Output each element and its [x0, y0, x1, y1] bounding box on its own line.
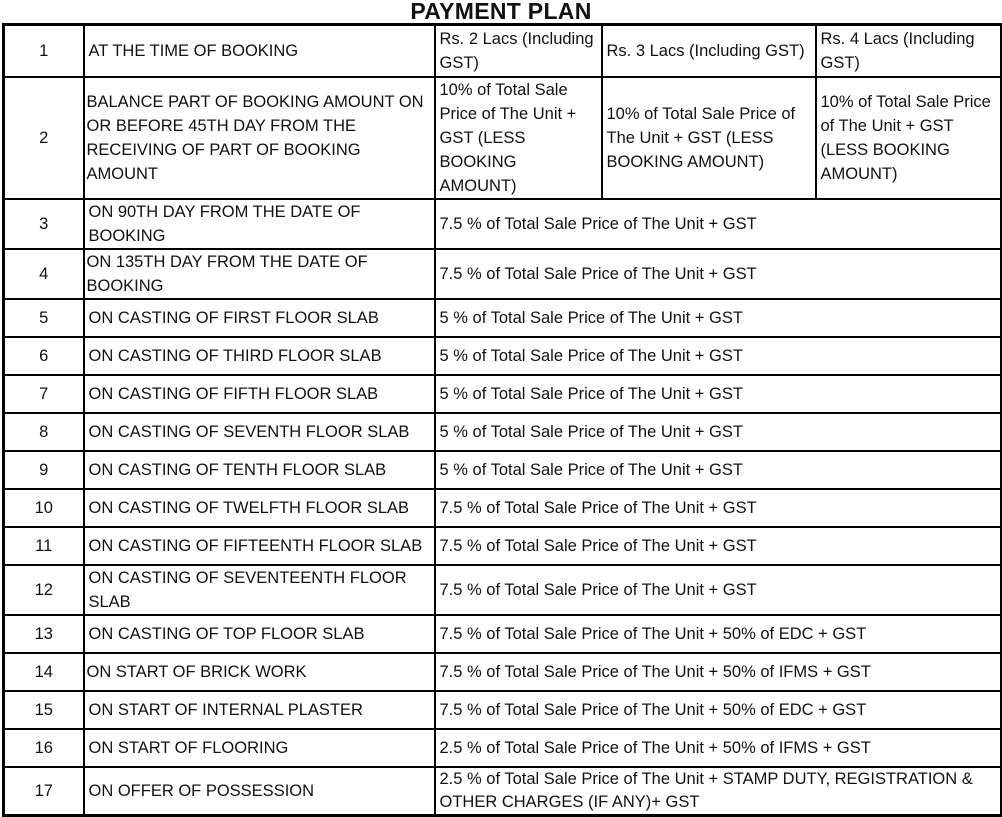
payment-event: ON CASTING OF FIRST FLOOR SLAB: [84, 299, 435, 337]
row-number: 4: [4, 249, 84, 299]
table-row: [4, 77, 1002, 199]
table-row: [4, 299, 1002, 337]
payment-amount: 5 % of Total Sale Price of The Unit + GST: [435, 299, 1002, 337]
payment-event: ON CASTING OF FIFTEENTH FLOOR SLAB: [84, 527, 435, 565]
table-row: [4, 199, 1002, 249]
payment-event: ON START OF INTERNAL PLASTER: [84, 691, 435, 729]
page-title: PAYMENT PLAN: [410, 0, 592, 24]
payment-amount: 2.5 % of Total Sale Price of The Unit + STAMP DUTY, REGISTRATION & OTHER CHARGES (IF ANY)+ GST: [435, 767, 1002, 816]
payment-event: ON CASTING OF FIFTH FLOOR SLAB: [84, 375, 435, 413]
table-row: [4, 653, 1002, 691]
row-number: 10: [4, 489, 84, 527]
payment-amount: 7.5 % of Total Sale Price of The Unit + 50% of IFMS + GST: [435, 653, 1002, 691]
table-row: [4, 565, 1002, 615]
payment-amount: 5 % of Total Sale Price of The Unit + GST: [435, 451, 1002, 489]
payment-amount: 7.5 % of Total Sale Price of The Unit + GST: [435, 489, 1002, 527]
payment-amount: 7.5 % of Total Sale Price of The Unit + 50% of EDC + GST: [435, 691, 1002, 729]
row-number: 7: [4, 375, 84, 413]
table-row: [4, 729, 1002, 767]
row-number: 3: [4, 199, 84, 249]
row-number: 15: [4, 691, 84, 729]
payment-event: ON START OF BRICK WORK: [84, 653, 435, 691]
payment-event: ON CASTING OF TOP FLOOR SLAB: [84, 615, 435, 653]
row-number: 11: [4, 527, 84, 565]
table-row: [4, 451, 1002, 489]
payment-event: ON 135TH DAY FROM THE DATE OF BOOKING: [84, 249, 435, 299]
row-number: 14: [4, 653, 84, 691]
table-row: [4, 25, 1002, 77]
row-number: 13: [4, 615, 84, 653]
row-number: 12: [4, 565, 84, 615]
payment-event: ON START OF FLOORING: [84, 729, 435, 767]
payment-event: ON CASTING OF TWELFTH FLOOR SLAB: [84, 489, 435, 527]
row-number: 9: [4, 451, 84, 489]
row-number: 8: [4, 413, 84, 451]
payment-event: ON CASTING OF SEVENTEENTH FLOOR SLAB: [84, 565, 435, 615]
payment-amount: Rs. 2 Lacs (Including GST): [435, 25, 602, 77]
payment-amount: 7.5 % of Total Sale Price of The Unit + GST: [435, 249, 1002, 299]
payment-amount: Rs. 3 Lacs (Including GST): [602, 25, 816, 77]
payment-event: ON OFFER OF POSSESSION: [84, 767, 435, 816]
payment-amount: 10% of Total Sale Price of The Unit + GST (LESS BOOKING AMOUNT): [435, 77, 602, 199]
payment-amount: 5 % of Total Sale Price of The Unit + GST: [435, 375, 1002, 413]
row-number: 5: [4, 299, 84, 337]
payment-amount: 7.5 % of Total Sale Price of The Unit + GST: [435, 199, 1002, 249]
row-number: 1: [4, 25, 84, 77]
payment-event: ON CASTING OF SEVENTH FLOOR SLAB: [84, 413, 435, 451]
row-number: 6: [4, 337, 84, 375]
payment-event: ON CASTING OF TENTH FLOOR SLAB: [84, 451, 435, 489]
table-row: [4, 413, 1002, 451]
payment-amount: 7.5 % of Total Sale Price of The Unit + GST: [435, 527, 1002, 565]
table-row: [4, 767, 1002, 816]
payment-event: AT THE TIME OF BOOKING: [84, 25, 435, 77]
payment-event: BALANCE PART OF BOOKING AMOUNT ON OR BEFORE 45TH DAY FROM THE RECEIVING OF PART OF BOOKING AMOUNT: [84, 77, 435, 199]
payment-amount: 2.5 % of Total Sale Price of The Unit + 50% of IFMS + GST: [435, 729, 1002, 767]
payment-amount: 7.5 % of Total Sale Price of The Unit + GST: [435, 565, 1002, 615]
table-row: [4, 615, 1002, 653]
table-row: [4, 691, 1002, 729]
payment-event: ON CASTING OF THIRD FLOOR SLAB: [84, 337, 435, 375]
table-row: [4, 249, 1002, 299]
table-row: [4, 337, 1002, 375]
payment-amount: 10% of Total Sale Price of The Unit + GST (LESS BOOKING AMOUNT): [816, 77, 1002, 199]
payment-event: ON 90TH DAY FROM THE DATE OF BOOKING: [84, 199, 435, 249]
table-row: [4, 375, 1002, 413]
payment-amount: Rs. 4 Lacs (Including GST): [816, 25, 1002, 77]
payment-amount: 7.5 % of Total Sale Price of The Unit + 50% of EDC + GST: [435, 615, 1002, 653]
row-number: 2: [4, 77, 84, 199]
payment-amount: 5 % of Total Sale Price of The Unit + GST: [435, 413, 1002, 451]
row-number: 16: [4, 729, 84, 767]
payment-amount: 10% of Total Sale Price of The Unit + GST (LESS BOOKING AMOUNT): [602, 77, 816, 199]
table-row: [4, 489, 1002, 527]
payment-plan-table: [2, 23, 1002, 817]
row-number: 17: [4, 767, 84, 816]
table-row: [4, 527, 1002, 565]
payment-amount: 5 % of Total Sale Price of The Unit + GST: [435, 337, 1002, 375]
